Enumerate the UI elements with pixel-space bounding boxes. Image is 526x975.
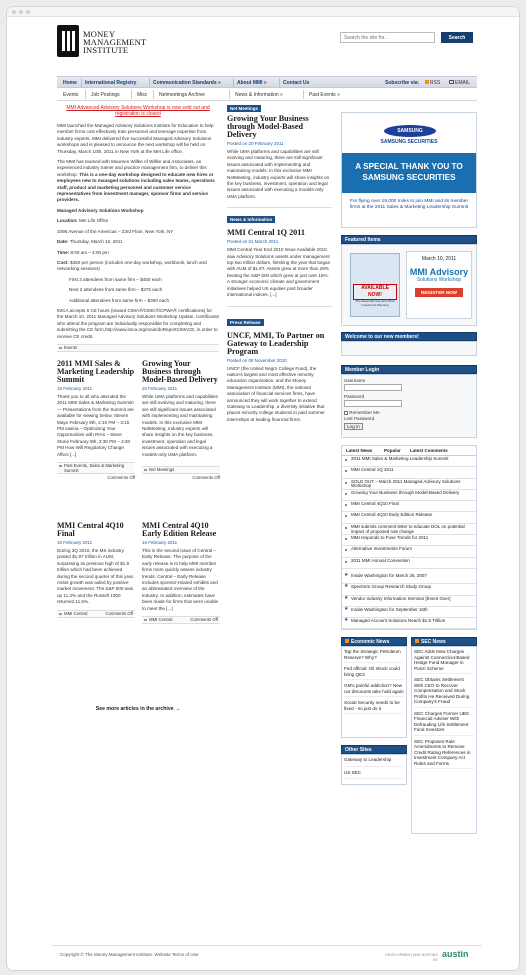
- latest-news-item[interactable]: Alternative Investments Forum: [342, 546, 476, 557]
- featured-book-image[interactable]: [350, 253, 400, 317]
- post-grid: [57, 360, 219, 700]
- password-label: Password: [344, 394, 365, 399]
- panel-heading: Other Sites: [341, 745, 407, 754]
- comments-off: Comments Off: [190, 617, 218, 623]
- other-site-link[interactable]: US SEC: [344, 770, 404, 779]
- post-tags-link[interactable]: MMI Central Comments Off: [57, 610, 135, 618]
- subnav-netmeetings-archive[interactable]: Netmeetings Archive: [159, 92, 205, 98]
- nav-international-registry[interactable]: International Registry: [85, 80, 137, 86]
- samsung-logo: SAMSUNG: [384, 125, 436, 137]
- workshop-title: Managed Advisory Solutions Workshop: [57, 207, 144, 213]
- event-list-item[interactable]: ★ Spectrem Group Research Study Group: [342, 584, 476, 595]
- subnav-misc[interactable]: Misc: [137, 92, 148, 98]
- post-excerpt: While UMA platforms and capabilities are still evolving and maturing, there are still significant issues associated with implementing and maintaining models. In this exclusive MMI NetMeeting, industry experts will share insights on the key business, investment, operation and legal issues associated with executing a models-only UMA platform.: [142, 393, 218, 457]
- rss-icon: [415, 639, 419, 643]
- lost-password-link[interactable]: Lost Password: [344, 416, 375, 421]
- economic-news-item[interactable]: Tap the Strategic Petroleum Reserve? Why?: [344, 649, 404, 663]
- password-input[interactable]: [344, 400, 402, 407]
- star-icon: ★: [344, 583, 349, 590]
- logo-mark-icon: [57, 25, 79, 57]
- post-title-link[interactable]: UNCF, MMI, To Partner on Gateway to Leadership Program: [227, 330, 325, 356]
- economic-news-item[interactable]: Social Security needs to be fixed - so just do it: [344, 700, 404, 714]
- mid-section: [227, 216, 332, 306]
- samsung-ad[interactable]: [341, 112, 477, 228]
- workshop-date: Date: Thursday, March 10, 2011: [57, 239, 123, 245]
- remember-me[interactable]: Remember Me: [344, 410, 474, 415]
- post-tags-link[interactable]: Past Events, Sales & Marketing Summit: [57, 462, 135, 474]
- sec-news-item[interactable]: SEC Charges Former UBS Financial Adviser With Defrauding Life Settlement Fund Investors: [414, 711, 474, 736]
- tag-label: Events: [64, 344, 78, 350]
- post-date: 16 February 2011: [142, 539, 178, 545]
- economic-news-item[interactable]: Fed official: Oil shock could bring QE3: [344, 666, 404, 680]
- bullet-icon: [345, 459, 347, 461]
- panel-heading: Featured Items: [341, 235, 477, 244]
- promo-subtitle: Solutions Workshop: [416, 277, 462, 283]
- post-date: Posted on 08 November 2010: [227, 357, 287, 363]
- section-heading: News & Information: [227, 216, 275, 223]
- grid-post: [57, 360, 135, 480]
- post-title-link[interactable]: MMI Central 1Q 2011: [227, 228, 305, 238]
- star-icon: ★: [344, 605, 349, 612]
- sec-news-item[interactable]: SEC Proposes Rule Amendments to Remove Credit Rating References in Investment Company Act Rules and Forms: [414, 739, 474, 770]
- feature-tag[interactable]: [57, 344, 219, 352]
- tab-popular[interactable]: Popular: [384, 448, 401, 453]
- other-site-link[interactable]: Gateway to Leadership: [344, 757, 404, 766]
- section-heading: Net Meetings: [227, 105, 261, 112]
- archive-link[interactable]: See more articles in the archive →: [95, 705, 181, 712]
- bullet-icon: [345, 470, 347, 472]
- sec-news-item[interactable]: SEC Obtains Settlement With CEO to Recover Compensation and Stock Profits He Received During Company's Fraud: [414, 677, 474, 708]
- comments-off: Comments Off: [105, 610, 133, 616]
- envelope-icon: [449, 80, 454, 84]
- news-tabs-panel: [341, 445, 477, 630]
- tab-latest-news[interactable]: Latest News: [346, 448, 373, 453]
- latest-news-item[interactable]: MMI Central 4Q10 Early Edition Release: [342, 512, 476, 523]
- username-label: Username: [344, 378, 366, 383]
- rss-link[interactable]: [425, 80, 440, 86]
- post-title-link[interactable]: Growing Your Business through Model-Based Delivery: [142, 358, 218, 384]
- bullet-icon: [345, 549, 347, 551]
- main-nav: [57, 76, 477, 88]
- nav-home[interactable]: Home: [63, 80, 77, 86]
- comments-off: Comments Off: [107, 475, 135, 481]
- post-date: 20 February 2011: [142, 385, 178, 391]
- events-list: [342, 573, 476, 629]
- feature-paragraph: The MMI has teamed with Maureen Willke of Willke and Associates, an experienced industry trainer and practice management firm, to deliver this workshop. This is a one-day workshop designed to educate new hires or employees new to managed solutions including sales teams, operations staff, product and marketing personnel and customer service representatives from investment manager, sponsor firms and service providers.: [57, 159, 215, 203]
- grid-post: [142, 360, 220, 480]
- panel-heading: Economic News: [351, 639, 390, 646]
- bullet-icon: [345, 482, 347, 484]
- dev-credit: DEVELOPMENT AND HOSTING BY: [385, 953, 438, 962]
- post-date: 16 February 2011: [57, 539, 93, 545]
- footer: [52, 945, 482, 971]
- register-now-button[interactable]: REGISTER NOW: [415, 288, 463, 297]
- workshop-time: Time: 8:00 am – 4:00 pm: [57, 249, 109, 255]
- site-logo[interactable]: [57, 25, 207, 59]
- nav-about-mmi[interactable]: About MMI »: [237, 80, 267, 86]
- ad-headline: A SPECIAL THANK YOU TO SAMSUNG SECURITIES: [342, 153, 476, 193]
- bullet-icon: [345, 527, 347, 529]
- section-heading: Press Release: [227, 319, 264, 326]
- panel-heading: Member Login: [341, 365, 477, 374]
- economic-news-panel: [341, 637, 407, 785]
- email-label: EMAIL: [455, 80, 471, 86]
- news-feeds: [341, 637, 477, 835]
- ad-brand-sub: SAMSUNG SECURITIES: [380, 139, 438, 145]
- grid-post: [142, 522, 220, 624]
- rss-icon: [425, 80, 429, 84]
- sec-news-panel: [411, 637, 477, 834]
- search-input[interactable]: [340, 32, 435, 43]
- bullet-icon: [345, 504, 347, 506]
- window-dot[interactable]: [19, 10, 23, 14]
- sold-out-alert-link[interactable]: MMI Advanced Advisory Solutions Workshop is now sold out and registration is closed: [66, 105, 210, 117]
- post-title-link[interactable]: MMI Central 4Q10 Final: [57, 520, 124, 538]
- bullet-icon: [345, 493, 347, 495]
- main-content: [57, 105, 219, 712]
- logo-line: INSTITUTE: [83, 45, 129, 55]
- economic-news-item[interactable]: GM's painful addiction? New car discounts take hold again: [344, 683, 404, 697]
- workshop-promo[interactable]: [406, 251, 472, 319]
- login-button[interactable]: Log In: [344, 423, 363, 430]
- email-link[interactable]: [449, 80, 470, 86]
- panel-heading: SEC News: [421, 639, 446, 646]
- austin-logo[interactable]: austin: [442, 949, 469, 959]
- latest-news-list: [342, 456, 476, 569]
- promo-title: MMI Advisory: [409, 267, 469, 277]
- nav-contact-us[interactable]: Contact Us: [283, 80, 310, 86]
- event-list-item[interactable]: ★ Managed Account Solutions Reach $1.5 Trillion: [342, 618, 476, 629]
- subnav-past-events[interactable]: Past Events »: [309, 92, 340, 98]
- mid-section: [227, 105, 332, 208]
- latest-news-item[interactable]: 2011 MMI Sales & Marketing Leadership Summit: [342, 456, 476, 467]
- post-tags-link[interactable]: MMI Central Comments Off: [142, 616, 220, 624]
- post-date: Posted on 20 February 2011: [227, 141, 284, 146]
- latest-news-item[interactable]: 2011 MMI Annual Convention: [342, 558, 476, 569]
- search-button[interactable]: Search: [441, 32, 473, 43]
- remember-checkbox[interactable]: [344, 411, 348, 415]
- post-tags-link[interactable]: Net Meetings: [142, 466, 220, 474]
- search-form: [340, 32, 475, 43]
- post-excerpt: While UMA platforms and capabilities are still evolving and maturing, there are still significant issues associated with implementing and maintaining models. In this exclusive MMI NetMeeting, industry experts will share insights on the key business, investment, operation and legal issues associated with executing a models-only UMA platform.: [227, 149, 330, 199]
- bullet-icon: [345, 561, 347, 563]
- sec-news-item[interactable]: SEC Adds New Charges Against Connecticut-Based Hedge Fund Manager in Ponzi Scheme: [414, 649, 474, 674]
- star-icon: ★: [344, 594, 349, 601]
- workshop-location: Location: Met Life Office: [57, 218, 109, 224]
- latest-news-item[interactable]: MMI submits comment letter to educate DOL on potential impact of proposed rule change: [342, 524, 476, 535]
- window-dot[interactable]: [12, 10, 16, 14]
- post-excerpt: UNCF (the United Negro College Fund), the nation's largest and most effective minority education organization, and the Money Management Institute (MMI), the national association of financial services firms, have announced they will work together to extend Gateway to Leadership, a diversity initiative that places minority college students in paid summer internships at leading financial firms.: [227, 365, 325, 422]
- rss-label: RSS: [430, 80, 441, 86]
- latest-news-item[interactable]: SOLD OUT – March 2011 Managed Advisory Solutions Workshop: [342, 479, 476, 490]
- browser-chrome: [7, 7, 519, 17]
- promo-date: March 10, 2011: [421, 256, 457, 262]
- star-icon: ★: [344, 617, 349, 624]
- subnav-events[interactable]: Events: [63, 92, 79, 98]
- login-panel: [341, 365, 477, 438]
- latest-news-item[interactable]: MMI responds to Fuse Trends for 2011: [342, 535, 476, 546]
- logo-line: MANAGEMENT: [83, 37, 147, 47]
- feature-paragraph: MMI launched the Managed Advisory Solutions Institute for Education to help member firms cost effectively train personnel and leverage expertise from industry experts. MMI delivered five successful Managed Advisory Solutions workshops and is pleased to announce the next workshop will be held on Thursday, March 10th, 2011 in New York at the Met Life office.: [57, 123, 214, 154]
- comments-off: Comments Off: [192, 475, 220, 481]
- sidebar: [341, 112, 477, 835]
- event-list-item[interactable]: ★ Inside Washington for March 26, 2007: [342, 573, 476, 584]
- workshop-address: 1095 Avenue of the Americas – 23rd Floor, New York, NY: [57, 228, 174, 234]
- subnav-job-postings[interactable]: Job Postings: [91, 92, 120, 98]
- fee-line: Next 2 attendees from same firm – $375 each: [69, 287, 163, 293]
- available-badge: AVAILABLE NOW!: [361, 285, 389, 298]
- rss-icon: [345, 639, 349, 643]
- sub-nav: [57, 89, 477, 101]
- post-title-link[interactable]: MMI Central 4Q10 Early Edition Release: [142, 520, 217, 538]
- tab-latest-comments[interactable]: Latest Comments: [410, 448, 448, 453]
- subnav-news-information[interactable]: News & Information »: [235, 92, 283, 98]
- nav-communication-standards[interactable]: Communication Standards »: [153, 80, 221, 86]
- badge-subtitle: The Essential Year-End 2010 Investment Planning: [355, 299, 395, 307]
- post-excerpt: MMI Central Year End 2010 Issue Available 2010 saw Advisory Solutions assets under management top two trillion dollars, finishing the year that began with AUM of $1.8T. Assets grew at more than 26% beating the S&P 500 which grew at just over 15%. A stronger economic climate and government initiatives helped US equities post broader international indices. [...]: [227, 247, 331, 298]
- copyright-link[interactable]: Copyright © The Money Management Institute. Website Terms of Use: [60, 952, 199, 957]
- post-excerpt: During 3Q 2010, the MS industry posted $1.97 trillion in AUM, surpassing its previous high of $1.8 trillion which had been achieved during the second quarter of this year. Asset growth was aided by positive market movement. The S&P 500 was up 11.3% and the Russell 1000 returned 11.5%.: [57, 547, 135, 605]
- fee-line: First 3 attendees from same firm – $450 each: [69, 276, 162, 282]
- subscribe-label: Subscribe via:: [385, 80, 420, 86]
- grid-post: [57, 522, 135, 618]
- bullet-icon: [345, 538, 347, 540]
- workshop-cost: Cost: $450 per person (includes one-day workshop, workbook, lunch and networking sessions): [57, 259, 207, 272]
- latest-news-item[interactable]: Growing Your Business through Model-Based Delivery: [342, 490, 476, 501]
- fee-line: Additional attendees from same firm – $300 each: [69, 297, 170, 303]
- post-excerpt: This is the second issue of Central – Early Release. The purpose of the early release is to help MMI member firms more quickly assess industry trends. Central – Early Release includes sponsor-related exhibits and an abbreviated overview of the industry. In addition, estimates have been made for firms that were unable to meet the [...]: [142, 547, 219, 611]
- username-input[interactable]: [344, 384, 402, 391]
- welcome-link[interactable]: Welcome to our new members!: [341, 332, 477, 341]
- ad-body: For flying over 15,000 miles to join MMI and its member firms at the 2011 Sales & Marketing Leadership Summit: [349, 199, 469, 211]
- post-title-link[interactable]: Growing Your Business through Model-Based Delivery: [227, 114, 309, 139]
- event-list-item[interactable]: ★ Vendor Industry Information Seminar [Event Over]: [342, 596, 476, 607]
- post-excerpt: Thank you to all who attended the 2011 MMI Sales & Marketing Summit! — Presentations from the Summit are available for viewing below. Steven Mayo February 9th, 2:15 PM – 3:15 PM xasina – Optimizing Your Opportunities with RIAs – Steve Stone February 9th, 3:30 PM – 4:30 PM How Will Regulatory Change Affect [...]: [57, 393, 134, 457]
- imca-paragraph: IMCA accepts 6 CE hours (toward CIMA®/CIMC®/CPWA® certifications) for the March 10, 2011 Managed Advisory Solutions Workshop Update. Certificants who attend the program are individually responsible for completing and submitting the CE form,http://www.imca.org/main/doReportCIMACE, in order to receive CE credit.: [57, 307, 219, 339]
- event-list-item[interactable]: ★ Inside Washington for September 16th: [342, 607, 476, 618]
- post-title-link[interactable]: 2011 MMI Sales & Marketing Leadership Summit: [57, 358, 135, 384]
- latest-news-item[interactable]: MMI Central 1Q 2011: [342, 467, 476, 478]
- middle-column: [227, 105, 332, 430]
- logo-line: MONEY: [83, 29, 116, 39]
- mid-section: [227, 319, 332, 431]
- logo-text: [83, 30, 146, 54]
- window-dot[interactable]: [26, 10, 30, 14]
- post-date: Posted on 01 March 2011: [227, 239, 279, 245]
- featured-panel: [341, 235, 477, 326]
- star-icon: ★: [344, 571, 349, 578]
- bullet-icon: [345, 515, 347, 517]
- latest-news-item[interactable]: MMI Central 4Q10 Final: [342, 501, 476, 512]
- browser-window: [6, 6, 520, 971]
- post-date: 15 February 2011: [57, 385, 93, 391]
